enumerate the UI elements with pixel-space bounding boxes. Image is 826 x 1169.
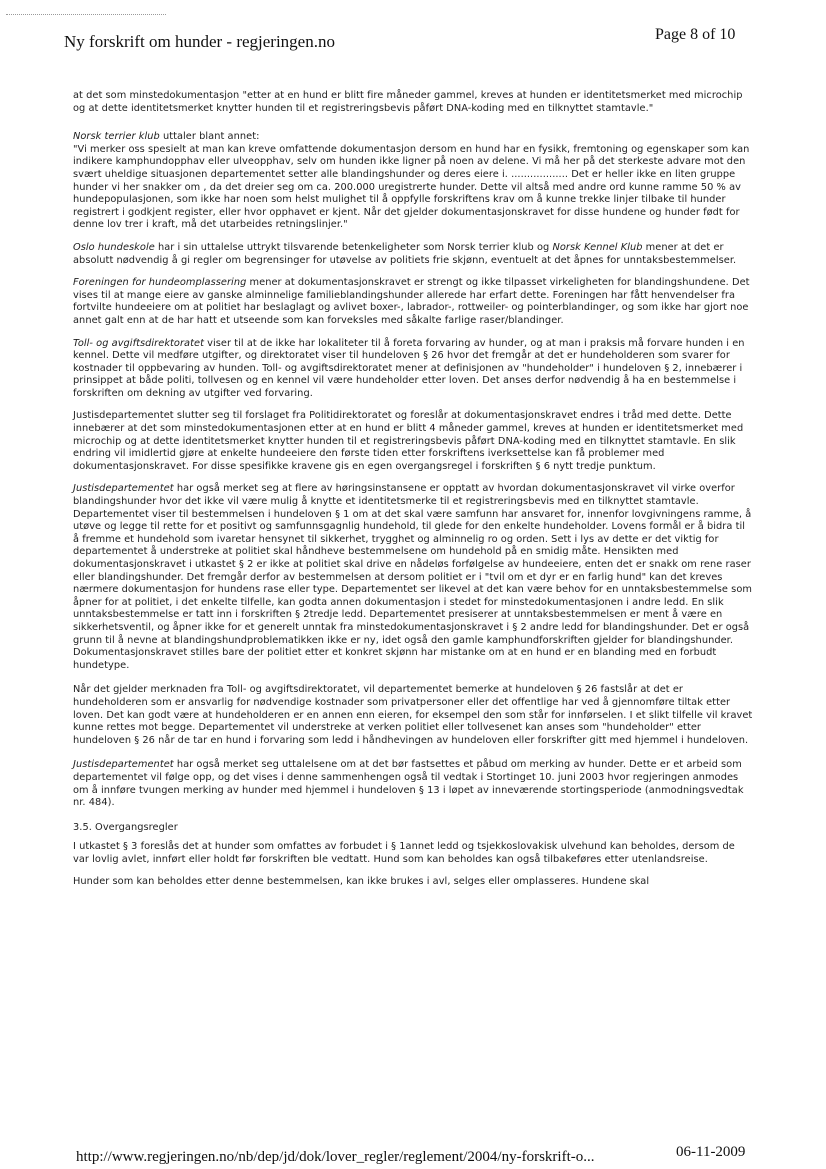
quote-text: "Vi merker oss spesielt at man kan kreve omfattende dokumentasjon dersom en hund har en fysikk, fremtoning og egenskaper som kan indikere kamphundopphav eller ulveopphav, selv om hunden ikke ligner på noen av delene. Vi må her på det sterkeste advare mot den svært uheldige situasjonen departementet setter alle blandingshunder og deres eiere i. .................. Det er heller ikke en liten gruppe hunder vi her snakker om , da det dreier seg om ca. 200.000 uregistrerte hunder. Dette vil altså med andre ord kunne ramme 50 % av hundepopulasjonen, som ikke har noen som helst mulighet til å oppfylle forskriftens krav om å kunne trekke linjer tilbake til hunder registrert i godkjent register, eller hvor opphavet er kjent. Når det gjelder dokumentasjonskravet for disse hundene og hunder født for denne lov trer i kraft, må det utarbeides retningslinjer.": [73, 143, 750, 231]
document-body: [73, 90, 753, 896]
paragraph-text: mener at det er absolutt nødvendig å gi regler om begrensinger for utøvelse av politiets frie skjønn, eventuelt at det åpnes for unntaksbestemmelser.: [73, 241, 737, 266]
organisation-name: Justisdepartementet: [73, 483, 174, 495]
paragraph-text: har også merket seg uttalelsene om at det bør fastsettes et påbud om merking av hunder. Dette er et arbeid som departementet vil følge opp, og det vises i denne sammenhengen også til vedtak i Stortinget 10. juni 2003 hvor regjeringen anmodes om å innføre tvungen merking av hunder med hjemmel i hundeloven § 13 i løpet av inneværende stortingsperiode (anmodningsvedtak nr. 484).: [73, 759, 744, 809]
organisation-name: Oslo hundeskole: [73, 241, 155, 253]
paragraph-merking: [73, 759, 753, 809]
paragraph-text: viser til at de ikke har lokaliteter til å foreta forvaring av hunder, og at man i praksis må forvare hunden i en kennel. Dette vil medføre utgifter, og direktoratet viser til hundeloven § 26 hvor det fremgår at det er hundeholderen som svarer for kostnader til oppbevaring av hunden. Toll- og avgiftsdirektoratet mener at definisjonen av "hundeholder" i hundeloven § 2, innebærer i prinsippet at både politi, tollvesen og en kennel vil være hundeholder etter loven. Det anses derfor nødvendig å ha en bestemmelse i forskriften om dekning av utgifter ved forvaring.: [73, 337, 745, 399]
paragraph-text: mener at dokumentasjonskravet er strengt og ikke tilpasset virkeligheten for blandingshundene. Det vises til at mange eiere av ganske alminnelige familieblandingshunder allerede har erfart dette. Foreningen har fått henvendelser fra fortvilte hundeeiere om at politiet har beslaglagt og avlivet boxer-, labrador-, rottweiler- og pointerblandinger, og som ikke har gjort noe annet galt enn at de har hatt et utseende som kan forveksles med såkalte farlige raser/blandinger.: [73, 277, 750, 326]
paragraph-hunder-beholdes: Hunder som kan beholdes etter denne bestemmelsen, kan ikke brukes i avl, selges eller omplasseres. Hundene skal: [73, 876, 650, 888]
scan-speckle: [6, 14, 166, 15]
paragraph-oslo-hundeskole: [73, 242, 753, 267]
footer-date: 06-11-2009: [676, 1144, 746, 1160]
paragraph-toll-merknad: Når det gjelder merknaden fra Toll- og avgiftsdirektoratet, vil departementet bemerke at hundeloven § 26 fastslår at det er hundeholderen som er ansvarlig for nødvendige kostnader som privatpersoner eller det offentlige har ved å gjennomføre tiltak etter loven. Det kan godt være at hundeholderen er en annen enn eieren, for eksempel den som står for innførselen. I et slikt tilfelle vil kravet kunne rettes mot begge. Departementet vil understreke at verken politiet eller tollvesenet kan anses som "hundeholder" etter hundeloven § 26 når de tar en hund i forvaring som ledd i håndhevingen av hundeloven eller forskrifter gitt med hjemmel i hundeloven.: [73, 684, 753, 746]
organisation-name: Foreningen for hundeomplassering: [73, 277, 247, 289]
paragraph-text: har i sin uttalelse uttrykt tilsvarende betenkeligheter som Norsk terrier klub og: [154, 241, 553, 253]
paragraph-toll: [73, 338, 753, 401]
paragraph-text: uttaler blant annet:: [159, 131, 260, 143]
paragraph-foreningen: [73, 277, 753, 327]
paragraph-1: at det som minstedokumentasjon "etter at en hund er blitt fire måneder gammel, kreves at hunden er identitetsmerket med microchip og at dette identitetsmerket knytter hunden til et registreringsbevis påført DNA-koding med en tilknyttet stamtavle.": [73, 90, 743, 114]
section-heading: 3.5. Overgangsregler: [73, 821, 178, 833]
page-number: Page 8 of 10: [655, 26, 736, 43]
organisation-name: Justisdepartementet: [73, 759, 174, 771]
paragraph-norsk-terrier-klub: [73, 131, 753, 232]
organisation-name: Norsk Kennel Klub: [552, 241, 643, 253]
footer-url: http://www.regjeringen.no/nb/dep/jd/dok/lover_regler/reglement/2004/ny-forskrift-o...: [76, 1149, 595, 1165]
organisation-name: Toll- og avgiftsdirektoratet: [73, 337, 204, 349]
paragraph-overgang: I utkastet § 3 foreslås det at hunder som omfattes av forbudet i § 1annet ledd og tsjekkoslovakisk ulvehund kan beholdes, dersom de var lovlig avlet, innført eller holdt før forskriften ble vedtatt. Hund som kan beholdes kan også tilbakeføres etter utenlandsreise.: [73, 841, 735, 865]
paragraph-text: har også merket seg at flere av høringsinstansene er opptatt av hvordan dokumentasjonskravet vil virke overfor blandingshunder hvor det ikke vil være mulig å knytte et identitetsmerke til et registreringsbevis med en tilknyttet stamtavle. Departementet viser til bestemmelsen i hundeloven § 1 om at det skal være samfunn har ansvaret for, innenfor lovgivningens ramme, å utøve og legge til rette for et positivt og samfunnsgagnlig hundehold, til glede for den enkelte hundeholder. Lovens formål er å bidra til å fremme et hundehold som ivaretar hensynet til sikkerhet, trygghet og alminnelig ro og orden. Sett i lys av dette er det viktig for departementet å understreke at politiet skal håndheve bestemmelsene om hundehold på en smidig måte. Hensikten med dokumentasjonskravet i utkastet § 2 er ikke at politiet skal drive en nådeløs forfølgelse av hundeeiere, enten det er snakk om rene raser eller blandingshunder. Det fremgår derfor av bestemmelsen at dersom politiet er i "tvil om et dyr er en farlig hund" kan det kreves nærmere dokumentasjon for hundens rase eller type. Departementet ser likevel at det kan være behov for en unntaksbestemmelse som åpner for at politiet, i det enkelte tilfelle, kan godta annen dokumentasjon i stedet for minstedokumentasjonen i andre ledd. En slik unntaksbestemmelse er tatt inn i forskriften § 2tredje ledd. Departementet presiserer at unntaksbestemmelsen er ment å være en sikkerhetsventil, og åpner ikke for et generelt unntak fra minstedokumentasjonskravet i § 2 andre ledd for blandingshunder. Det er også grunn til å nevne at blandingshundproblematikken ikke er ny, idet også den gamle kamphundforskriften gjelder for blandingshunder. Dokumentasjonskravet stilles bare der politiet etter et konkret skjønn har mistanke om at en hund er en blanding med en forbudt hundetype.: [73, 483, 752, 671]
paragraph-justis-1: Justisdepartementet slutter seg til forslaget fra Politidirektoratet og foreslår at dokumentasjonskravet endres i tråd med dette. Dette innebærer at det som minstedokumentasjonen etter at en hund er blitt 4 måneder gammel, kreves at hunden er identitetsmerket med microchip og at dette identitetsmerket knytter hunden til et registreringsbevis påført DNA-koding med en tilknyttet stamtavle. En slik endring vil imidlertid gjøre at enkelte hundeeiere den første tiden etter forskriftens iverksettelse kan få problemer med dokumentasjonskravet. For disse spesifikke kravene gis en egen overgangsregel i forskriften § 6 nytt tredje punktum.: [73, 410, 744, 472]
page-title: Ny forskrift om hunder - regjeringen.no: [64, 32, 335, 51]
paragraph-justis-2: [73, 483, 753, 672]
organisation-name: Norsk terrier klub: [73, 131, 160, 143]
